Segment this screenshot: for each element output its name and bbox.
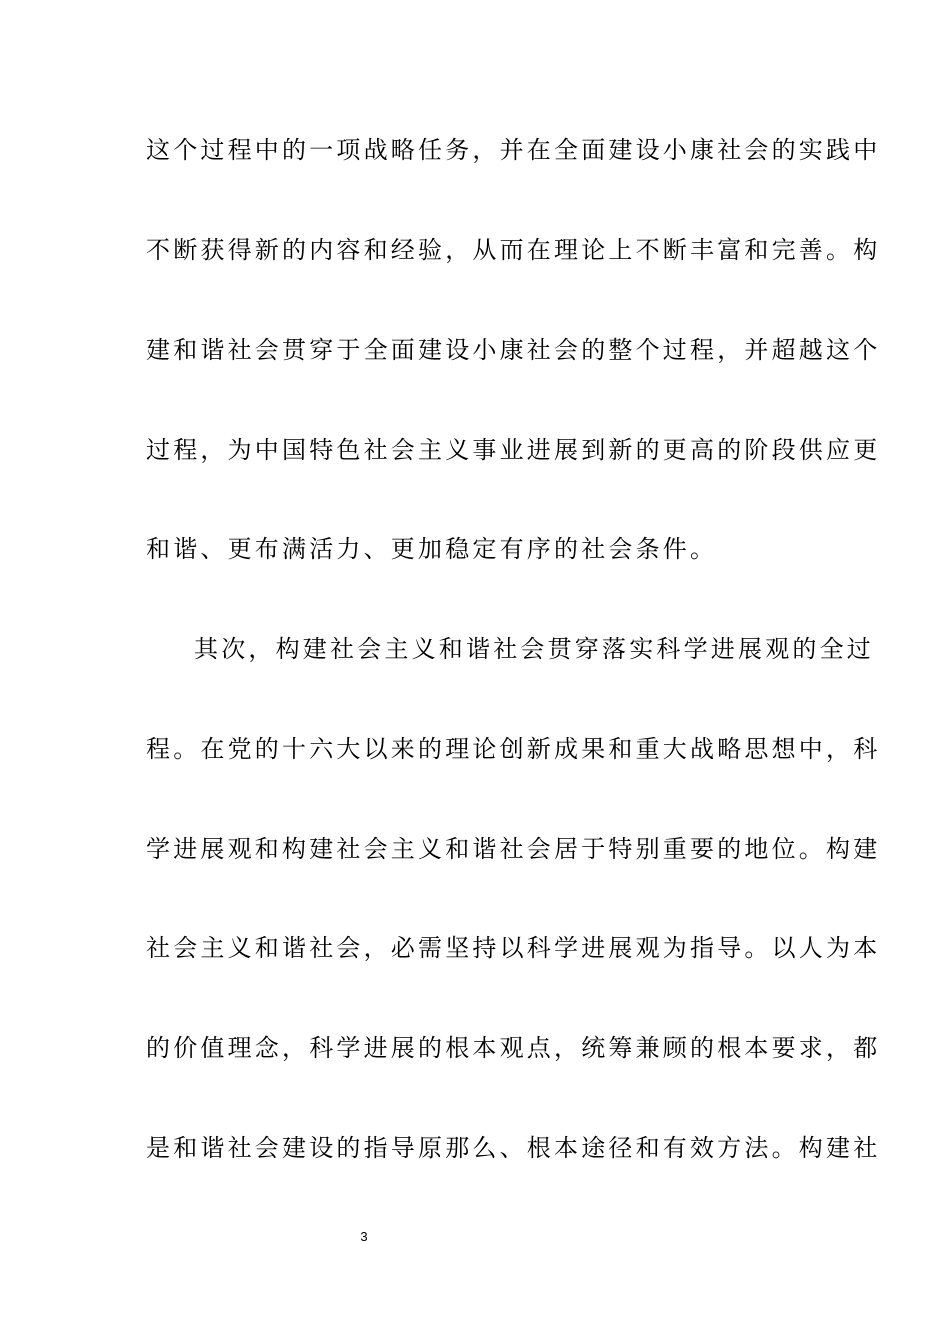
- body-text-line: 建和谐社会贯穿于全面建设小康社会的整个过程，并超越这个: [146, 336, 881, 364]
- body-text-line: 这个过程中的一项战略任务，并在全面建设小康社会的实践中: [146, 136, 881, 164]
- paragraph-first-line: 其次，构建社会主义和谐社会贯穿落实科学进展观的全过: [194, 635, 874, 663]
- body-text-line: 的价值理念，科学进展的根本观点，统筹兼顾的根本要求，都: [146, 1034, 881, 1062]
- page-number: 3: [360, 1229, 368, 1244]
- body-text-line: 和谐、更布满活力、更加稳定有序的社会条件。: [146, 535, 718, 563]
- body-text-line: 不断获得新的内容和经验，从而在理论上不断丰富和完善。构: [146, 236, 881, 264]
- body-text-line: 社会主义和谐社会，必需坚持以科学进展观为指导。以人为本: [146, 934, 881, 962]
- body-text-line: 程。在党的十六大以来的理论创新成果和重大战略思想中，科: [146, 735, 881, 763]
- body-text-line: 过程，为中国特色社会主义事业进展到新的更高的阶段供应更: [146, 436, 881, 464]
- body-text-line: 是和谐社会建设的指导原那么、根本途径和有效方法。构建社: [146, 1134, 881, 1162]
- body-text-line: 学进展观和构建社会主义和谐社会居于特别重要的地位。构建: [146, 835, 881, 863]
